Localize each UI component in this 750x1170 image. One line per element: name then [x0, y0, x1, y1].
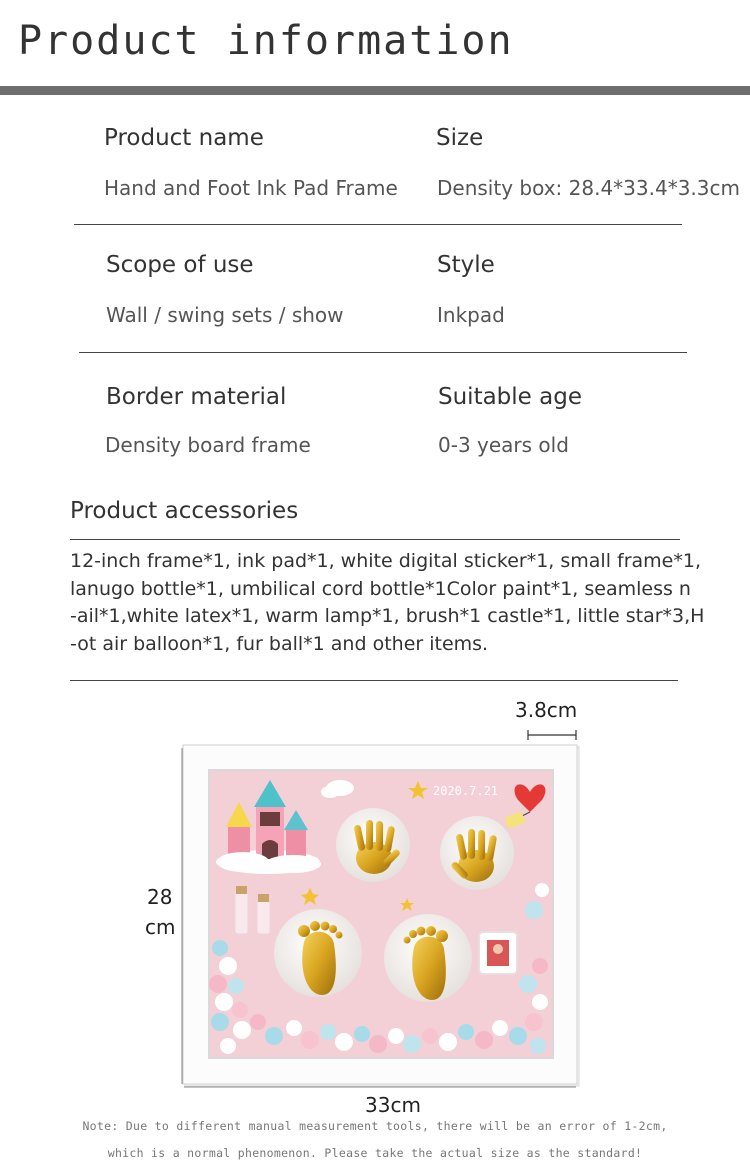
product-photo — [178, 740, 583, 1090]
page-title: Product information — [18, 18, 514, 64]
spec-label-product-name: Product name — [104, 125, 264, 151]
dimension-height-unit: cm — [145, 915, 176, 939]
spec-value-suitable-age: 0-3 years old — [438, 433, 569, 457]
spec-divider — [74, 224, 682, 225]
spec-value-size: Density box: 28.4*33.4*3.3cm — [437, 176, 740, 200]
spec-label-size: Size — [436, 125, 484, 151]
dimension-height-value: 28 — [147, 885, 173, 909]
spec-label-style: Style — [437, 252, 495, 278]
accessories-line: -ot air balloon*1, fur ball*1 and other items. — [70, 632, 489, 655]
accessories-line: lanugo bottle*1, umbilical cord bottle*1Color paint*1, seamless n — [70, 577, 691, 600]
title-divider — [0, 86, 750, 95]
spec-value-style: Inkpad — [437, 303, 505, 327]
accessories-line: -ail*1,white latex*1, warm lamp*1, brush*1 castle*1, little star*3,H — [70, 605, 705, 627]
dimension-depth-label: 3.8cm — [515, 698, 578, 722]
accessories-heading: Product accessories — [70, 498, 299, 524]
spec-label-suitable-age: Suitable age — [438, 384, 582, 410]
date-sticker: 2020.7.21 — [433, 784, 499, 798]
spec-value-border-material: Density board frame — [105, 433, 311, 457]
spec-value-scope: Wall / swing sets / show — [106, 303, 344, 327]
spec-value-product-name: Hand and Foot Ink Pad Frame — [104, 176, 398, 200]
dimension-width-label: 33cm — [365, 1093, 421, 1117]
spec-label-border-material: Border material — [106, 384, 287, 410]
note-line: which is a normal phenomenon. Please take the actual size as the standard! — [107, 1146, 643, 1160]
accessories-divider — [70, 539, 680, 540]
accessories-text — [70, 548, 705, 658]
accessories-divider — [70, 680, 678, 681]
spec-label-scope: Scope of use — [106, 252, 254, 278]
accessories-line: 12-inch frame*1, ink pad*1, white digital sticker*1, small frame*1, — [70, 550, 701, 572]
note-line: Note: Due to different manual measurement tools, there will be an error of 1-2cm, — [82, 1119, 668, 1133]
spec-divider — [79, 352, 687, 353]
